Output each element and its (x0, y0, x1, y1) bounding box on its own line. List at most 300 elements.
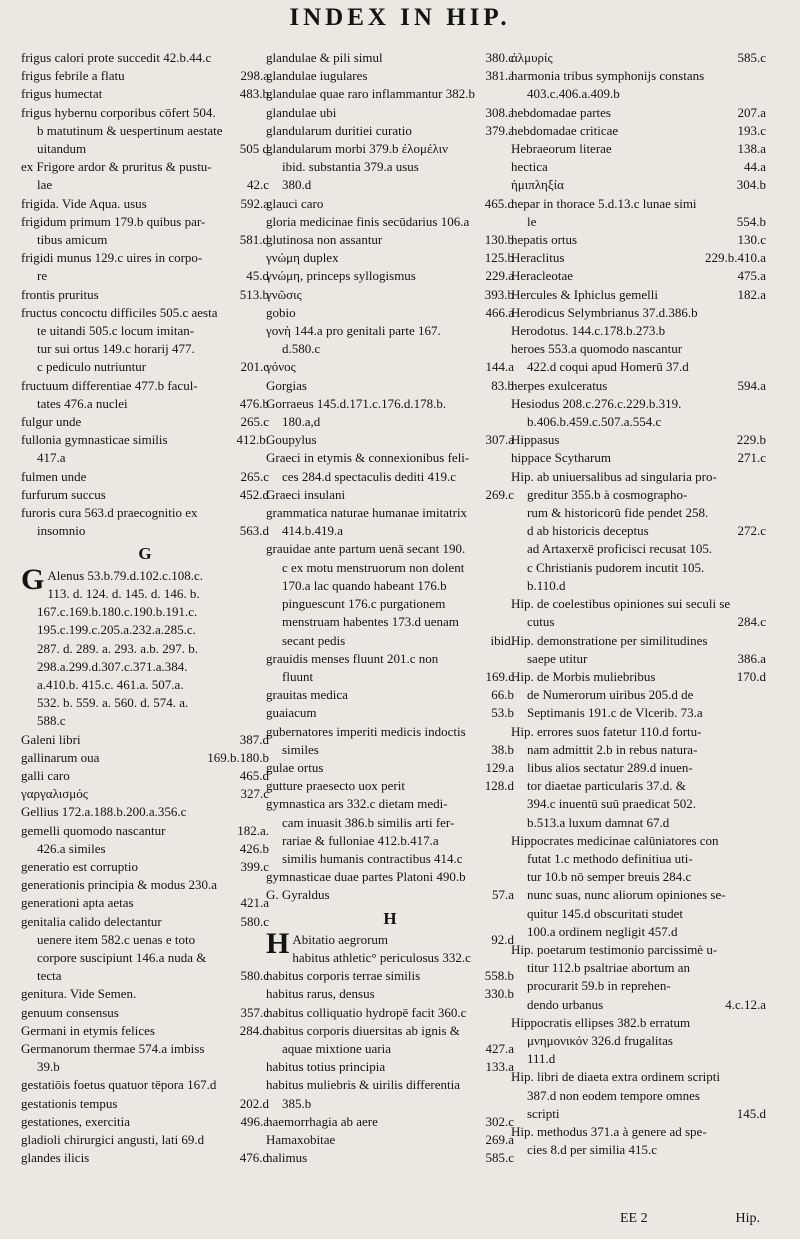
entry-term: gobio (266, 304, 296, 320)
index-entry (21, 340, 269, 358)
entry-term: generatio est corruptio (21, 858, 138, 874)
index-entry (511, 923, 766, 941)
index-entry (21, 676, 269, 694)
index-entry (511, 213, 766, 231)
index-entry (511, 322, 766, 340)
entry-term: gloria medicinae finis secūdarius 106.a (266, 213, 470, 229)
index-entry (511, 777, 766, 795)
index-entry (21, 949, 269, 967)
entry-term: gestatiōis foetus quatuor tēpora 167.d (21, 1077, 217, 1093)
index-entry (21, 267, 269, 285)
index-entry (511, 668, 766, 686)
index-entry (266, 195, 514, 213)
index-entry (266, 1095, 514, 1113)
entry-locator: 144.a (482, 358, 514, 376)
entry-term: G. Gyraldus (266, 887, 330, 903)
entry-term: frigus humectat (21, 86, 103, 102)
index-entry (511, 577, 766, 595)
index-entry (21, 1022, 269, 1040)
entry-term: 287. d. 289. a. 293. a.b. 297. b. (37, 640, 199, 656)
entry-term: fulmen unde (21, 468, 87, 484)
entry-locator: 207.a (734, 104, 766, 122)
index-entry (511, 996, 766, 1014)
entry-term: 170.a lac quando habeant 176.b (282, 577, 447, 593)
index-entry (511, 377, 766, 395)
index-entry (511, 486, 766, 504)
entry-term: Hip. de coelestibus opiniones sui seculi se (511, 596, 731, 612)
entry-locator: 229.a (482, 267, 514, 285)
index-entry (266, 795, 514, 813)
entry-term: heroes 553.a quomodo nascantur (511, 341, 683, 357)
entry-term: b matutinum & uespertinum aestate (37, 122, 223, 138)
index-entry (511, 395, 766, 413)
index-entry (21, 1113, 269, 1131)
entry-term: gemelli quomodo nascantur (21, 822, 166, 838)
index-entry (21, 122, 269, 140)
index-entry (21, 322, 269, 340)
index-entry (266, 267, 514, 285)
entry-locator: 202.d (237, 1095, 269, 1113)
index-entry (266, 340, 514, 358)
index-entry (266, 704, 514, 722)
entry-term: nam admittit 2.b in rebus natura- (527, 741, 698, 757)
entry-term: herpes exulceratus (511, 377, 608, 393)
entry-term: habitus athletic° periculosus 332.c (292, 949, 471, 965)
entry-locator: 129.a (482, 759, 514, 777)
entry-term: Hippocratis ellipses 382.b erratum (511, 1014, 691, 1030)
entry-term: saepe utitur (527, 650, 588, 666)
entry-locator: 45.d (243, 267, 269, 285)
index-entry (21, 858, 269, 876)
entry-locator: 83.b (488, 377, 514, 395)
entry-term: γνώμη duplex (266, 250, 339, 266)
entry-term: Germanorum thermae 574.a imbiss (21, 1040, 205, 1056)
index-entry (511, 522, 766, 540)
entry-locator: 130.c (734, 231, 766, 249)
entry-term: 414.b.419.a (282, 523, 344, 539)
index-entry (21, 913, 269, 931)
entry-term: Hesiodus 208.c.276.c.229.b.319. (511, 395, 682, 411)
entry-term: ex Frigore ardor & pruritus & pustu- (21, 159, 212, 175)
index-entry (266, 577, 514, 595)
entry-locator: 265.c (237, 413, 269, 431)
entry-locator: 563.d (237, 522, 269, 540)
entry-term: 380.d (282, 177, 312, 193)
index-entry (511, 195, 766, 213)
entry-locator: 169.c (482, 668, 514, 686)
entry-locator: 145.d (734, 1105, 766, 1123)
entry-term: 588.c (37, 713, 66, 729)
entry-term: b.513.a luxum damnat 67.d (527, 814, 670, 830)
index-entry (511, 632, 766, 650)
entry-term: gubernatores imperiti medicis indoctis (266, 723, 466, 739)
index-entry (511, 140, 766, 158)
index-entry (266, 632, 514, 650)
index-entry (511, 1141, 766, 1159)
entry-locator: 308.a (482, 104, 514, 122)
index-entry (511, 723, 766, 741)
index-entry (21, 967, 269, 985)
entry-term: fructuum differentiae 477.b facul- (21, 377, 198, 393)
entry-term: frigus hybernu corporibus cōfert 504. (21, 104, 216, 120)
index-entry (511, 832, 766, 850)
entry-term: Galeni libri (21, 731, 81, 747)
index-entry (21, 395, 269, 413)
entry-term: c pediculo nutriuntur (37, 359, 147, 375)
index-entry (266, 468, 514, 486)
index-entry (511, 977, 766, 995)
index-entry (511, 1105, 766, 1123)
entry-locator: 133.a (482, 1058, 514, 1076)
entry-term: 100.a ordinem negligit 457.d (527, 923, 678, 939)
entry-term: habitus muliebris & uirilis differentia (266, 1077, 461, 1093)
index-entry (266, 358, 514, 376)
entry-term: ἡμιπληξία (511, 177, 564, 193)
entry-locator: 581.d (237, 231, 269, 249)
entry-term: glauci caro (266, 195, 324, 211)
entry-locator: 269.a (482, 1131, 514, 1149)
entry-term: generationis principia & modus 230.a (21, 877, 218, 893)
index-entry (511, 886, 766, 904)
entry-term: fructus concoctu difficiles 505.c aesta (21, 304, 218, 320)
entry-locator: 513.b (237, 286, 269, 304)
entry-term: a.410.b. 415.c. 461.a. 507.a. (37, 676, 184, 692)
entry-term: gymnasticae duae partes Platoni 490.b (266, 869, 466, 885)
entry-term: b.406.b.459.c.507.a.554.c (527, 414, 662, 430)
entry-locator: 427.a (482, 1040, 514, 1058)
index-entry (266, 741, 514, 759)
entry-term: 426.a similes (37, 840, 106, 856)
entry-term: cies 8.d per similia 415.c (527, 1142, 657, 1158)
index-entry (21, 486, 269, 504)
entry-term: nunc suas, nunc aliorum opiniones se- (527, 887, 726, 903)
running-head: INDEX IN HIP. (289, 4, 511, 31)
index-entry (266, 1004, 514, 1022)
index-entry (266, 777, 514, 795)
index-entry (266, 1149, 514, 1167)
index-entry (21, 49, 269, 67)
entry-term: rum & historicorū fide pendet 258. (527, 505, 709, 521)
entry-term: generationi apta aetas (21, 895, 134, 911)
entry-term: Gorgias (266, 377, 307, 393)
index-entry (511, 959, 766, 977)
entry-locator: 304.b (734, 176, 766, 194)
entry-locator: 505 d (237, 140, 269, 158)
signature-mark: EE 2 (620, 1211, 648, 1226)
entry-term: frigus calori prote succedit 42.b.44.c (21, 50, 212, 65)
entry-term: 167.c.169.b.180.c.190.b.191.c. (37, 604, 198, 620)
index-entry (21, 694, 269, 712)
entry-locator: 496.a (237, 1113, 269, 1131)
entry-locator: 284.d (237, 1022, 269, 1040)
index-entry (511, 1087, 766, 1105)
index-entry (511, 704, 766, 722)
index-entry (511, 249, 766, 267)
index-entry (21, 931, 269, 949)
entry-locator: 138.a (734, 140, 766, 158)
index-column-3 (511, 49, 766, 1159)
entry-term: cutus (527, 614, 555, 630)
index-entry (511, 1014, 766, 1032)
index-entry (21, 731, 269, 749)
entry-locator: 4.c.12.a (722, 996, 766, 1014)
index-entry (266, 686, 514, 704)
index-entry (511, 449, 766, 467)
entry-term: tates 476.a nuclei (37, 395, 128, 411)
index-entry (511, 650, 766, 668)
entry-term: furoris cura 563.d praecognitio ex (21, 505, 198, 521)
index-entry (266, 949, 514, 967)
entry-locator: 182.a (734, 286, 766, 304)
index-entry (511, 1032, 766, 1050)
entry-locator: 125.b (482, 249, 514, 267)
entry-term: titur 112.b psaltriae abortum an (527, 960, 691, 976)
index-entry (511, 67, 766, 85)
index-entry (21, 712, 269, 730)
index-entry (21, 158, 269, 176)
entry-term: γαργαλισμός (21, 786, 88, 802)
index-entry (511, 304, 766, 322)
index-entry (21, 1076, 269, 1094)
entry-locator: ibid. (488, 632, 514, 650)
entry-term: ad Artaxerxē proficisci recusat 105. (527, 541, 713, 557)
entry-term: gestationes, exercitia (21, 1113, 131, 1129)
entry-term: Abitatio aegrorum (292, 931, 389, 947)
entry-term: 39.b (37, 1059, 60, 1075)
index-entry (21, 1040, 269, 1058)
index-entry (266, 395, 514, 413)
index-entry (21, 67, 269, 85)
entry-locator: 465.d (237, 767, 269, 785)
index-entry (266, 1113, 514, 1131)
entry-term: habitus totius principia (266, 1059, 386, 1075)
index-entry (21, 876, 269, 894)
entry-term: uenere item 582.c uenas e toto (37, 931, 196, 947)
index-entry (266, 967, 514, 985)
entry-locator: 357.c (237, 1004, 269, 1022)
entry-locator: 269.c (482, 486, 514, 504)
index-entry (21, 1131, 269, 1149)
entry-locator: 57.a (489, 886, 514, 904)
index-entry (511, 613, 766, 631)
index-entry (511, 1068, 766, 1086)
index-entry (511, 85, 766, 103)
index-entry (21, 1004, 269, 1022)
entry-locator: 554.b (734, 213, 766, 231)
entry-term: grauidis menses fluunt 201.c non (266, 650, 439, 666)
entry-locator: 327.c (237, 785, 269, 803)
entry-term: te uitandi 505.c locum imitan- (37, 323, 195, 339)
entry-term: Hip. methodus 371.a à genere ad spe- (511, 1123, 707, 1139)
index-entry (511, 741, 766, 759)
index-entry (266, 176, 514, 194)
entry-term: menstruam habentes 173.d uenam (282, 614, 459, 630)
entry-term: Hamaxobitae (266, 1131, 336, 1147)
entry-term: ἁλμυρίς (511, 50, 553, 65)
index-entry (21, 449, 269, 467)
entry-term: frigida. Vide Aqua. usus (21, 195, 147, 211)
index-entry (21, 603, 269, 621)
entry-term: frontis pruritus (21, 286, 99, 302)
entry-locator: 466.a (482, 304, 514, 322)
index-entry (21, 585, 269, 603)
index-entry (266, 504, 514, 522)
index-entry (511, 905, 766, 923)
index-entry (21, 822, 269, 840)
index-entry (266, 595, 514, 613)
entry-term: hippace Scytharum (511, 450, 611, 466)
entry-term: Alenus 53.b.79.d.102.c.108.c. (47, 567, 203, 583)
entry-term: b.110.d (527, 577, 566, 593)
entry-locator: 475.a (734, 267, 766, 285)
entry-locator: 585.c (734, 49, 766, 67)
entry-term: Gorraeus 145.d.171.c.176.d.178.b. (266, 395, 447, 411)
index-entry (266, 486, 514, 504)
entry-term: ces 284.d spectaculis dediti 419.c (282, 468, 457, 484)
index-entry (266, 985, 514, 1003)
index-entry (511, 231, 766, 249)
entry-locator: 284.c (734, 613, 766, 631)
entry-term: Hebraeorum literae (511, 141, 612, 157)
entry-term: gladioli chirurgici angusti, lati 69.d (21, 1131, 205, 1147)
entry-term: 403.c.406.a.409.b (527, 86, 620, 102)
entry-term: fulgur unde (21, 414, 82, 430)
index-entry (21, 749, 269, 767)
entry-term: genuum consensus (21, 1004, 119, 1020)
index-entry (21, 658, 269, 676)
index-entry (511, 104, 766, 122)
entry-term: de Numerorum uiribus 205.d de (527, 687, 694, 703)
index-entry (266, 304, 514, 322)
entry-term: Herodicus Selymbrianus 37.d.386.b (511, 304, 698, 320)
entry-term: similis humanis contractibus 414.c (282, 850, 463, 866)
entry-locator: 483.b (237, 85, 269, 103)
index-entry (266, 522, 514, 540)
index-entry (266, 431, 514, 449)
entry-term: ibid. substantia 379.a usus (282, 159, 419, 175)
entry-locator: 298.a (237, 67, 269, 85)
index-entry (266, 104, 514, 122)
entry-locator: 229.b (734, 431, 766, 449)
entry-locator: 426.b (237, 840, 269, 858)
entry-term: harmonia tribus symphonijs constans (511, 68, 705, 84)
entry-locator: 476.b (237, 395, 269, 413)
index-entry (21, 1149, 269, 1167)
entry-term: habitus corporis terrae similis (266, 968, 421, 984)
entry-term: fullonia gymnasticae similis (21, 432, 168, 448)
entry-term: Hip. poetarum testimonio parcissimè u- (511, 941, 718, 957)
entry-term: 111.d (527, 1051, 556, 1067)
entry-term: le (527, 213, 537, 229)
entry-term: γονὴ 144.a pro genitali parte 167. (266, 323, 441, 339)
entry-locator: 265.c (237, 468, 269, 486)
index-entry (21, 640, 269, 658)
index-entry (511, 1123, 766, 1141)
entry-term: corpore suscipiunt 146.a nuda & (37, 949, 207, 965)
entry-term: Hip. ab uniuersalibus ad singularia pro- (511, 468, 717, 484)
index-entry (511, 468, 766, 486)
entry-term: dendo urbanus (527, 996, 604, 1012)
entry-term: grauidae ante partum uenā secant 190. (266, 541, 466, 557)
entry-locator: 585.c (482, 1149, 514, 1167)
entry-term: glandularum duritiei curatio (266, 122, 412, 138)
entry-term: genitalia calido delectantur (21, 913, 162, 929)
entry-term: quitur 145.d obscuritati studet (527, 905, 683, 921)
entry-term: c Christianis pudorem incutit 105. (527, 559, 705, 575)
entry-term: habitus rarus, densus (266, 986, 375, 1002)
index-entry (511, 850, 766, 868)
entry-term: grammatica naturae humanae imitatrix (266, 505, 468, 521)
entry-term: 113. d. 124. d. 145. d. 146. b. (47, 585, 200, 601)
index-entry (21, 231, 269, 249)
index-entry (21, 413, 269, 431)
entry-term: gulae ortus (266, 759, 324, 775)
letter-heading-g: G (138, 544, 152, 564)
entry-locator: 452.d (237, 486, 269, 504)
index-entry (266, 868, 514, 886)
index-entry (511, 358, 766, 376)
entry-term: 422.d coqui apud Homerū 37.d (527, 359, 689, 375)
entry-term: glandes ilicis (21, 1150, 90, 1166)
entry-locator: 193.c (734, 122, 766, 140)
index-entry (266, 286, 514, 304)
entry-term: procurarit 59.b in reprehen- (527, 978, 671, 994)
entry-locator: 380.c (482, 49, 514, 67)
index-entry (21, 1095, 269, 1113)
index-entry (266, 377, 514, 395)
entry-term: scripti (527, 1105, 560, 1121)
entry-term: cam inuasit 386.b similis arti fer- (282, 814, 455, 830)
entry-locator: 229.b.410.a (702, 249, 766, 267)
index-entry (266, 231, 514, 249)
index-entry (21, 358, 269, 376)
entry-term: Heracleotae (511, 268, 574, 284)
index-entry (266, 832, 514, 850)
entry-locator: 272.c (734, 522, 766, 540)
entry-term: γνῶσις (266, 286, 302, 302)
entry-term: halimus (266, 1150, 308, 1166)
entry-locator: 465.d (482, 195, 514, 213)
entry-term: habitus corporis diuersitas ab ignis & (266, 1022, 460, 1038)
index-entry (266, 449, 514, 467)
entry-term: glandularum morbi 379.b ἐλομέλιν (266, 141, 448, 157)
entry-term: tor diaetae particularis 37.d. & (527, 778, 686, 794)
index-entry (266, 540, 514, 558)
entry-term: Hippasus (511, 432, 560, 448)
index-entry (511, 814, 766, 832)
index-entry (266, 49, 514, 67)
entry-term: frigidum primum 179.b quibus par- (21, 213, 206, 229)
index-entry (21, 468, 269, 486)
entry-term: frigus febrile a flatu (21, 68, 125, 84)
entry-locator: 42.c (244, 176, 269, 194)
entry-locator: 53.b (488, 704, 514, 722)
index-column-1 (21, 49, 269, 1167)
entry-term: gallinarum oua (21, 749, 100, 765)
index-entry (21, 431, 269, 449)
index-entry (266, 759, 514, 777)
index-entry (266, 1076, 514, 1094)
entry-locator: 201.c (237, 358, 269, 376)
entry-locator: 412.b. (234, 431, 270, 449)
entry-term: lae (37, 177, 53, 193)
entry-term: Hercules & Iphiclus gemelli (511, 286, 658, 302)
index-entry (266, 886, 514, 904)
catchword: Hip. (735, 1211, 760, 1226)
index-entry (21, 894, 269, 912)
index-entry (21, 286, 269, 304)
entry-term: tecta (37, 968, 62, 984)
